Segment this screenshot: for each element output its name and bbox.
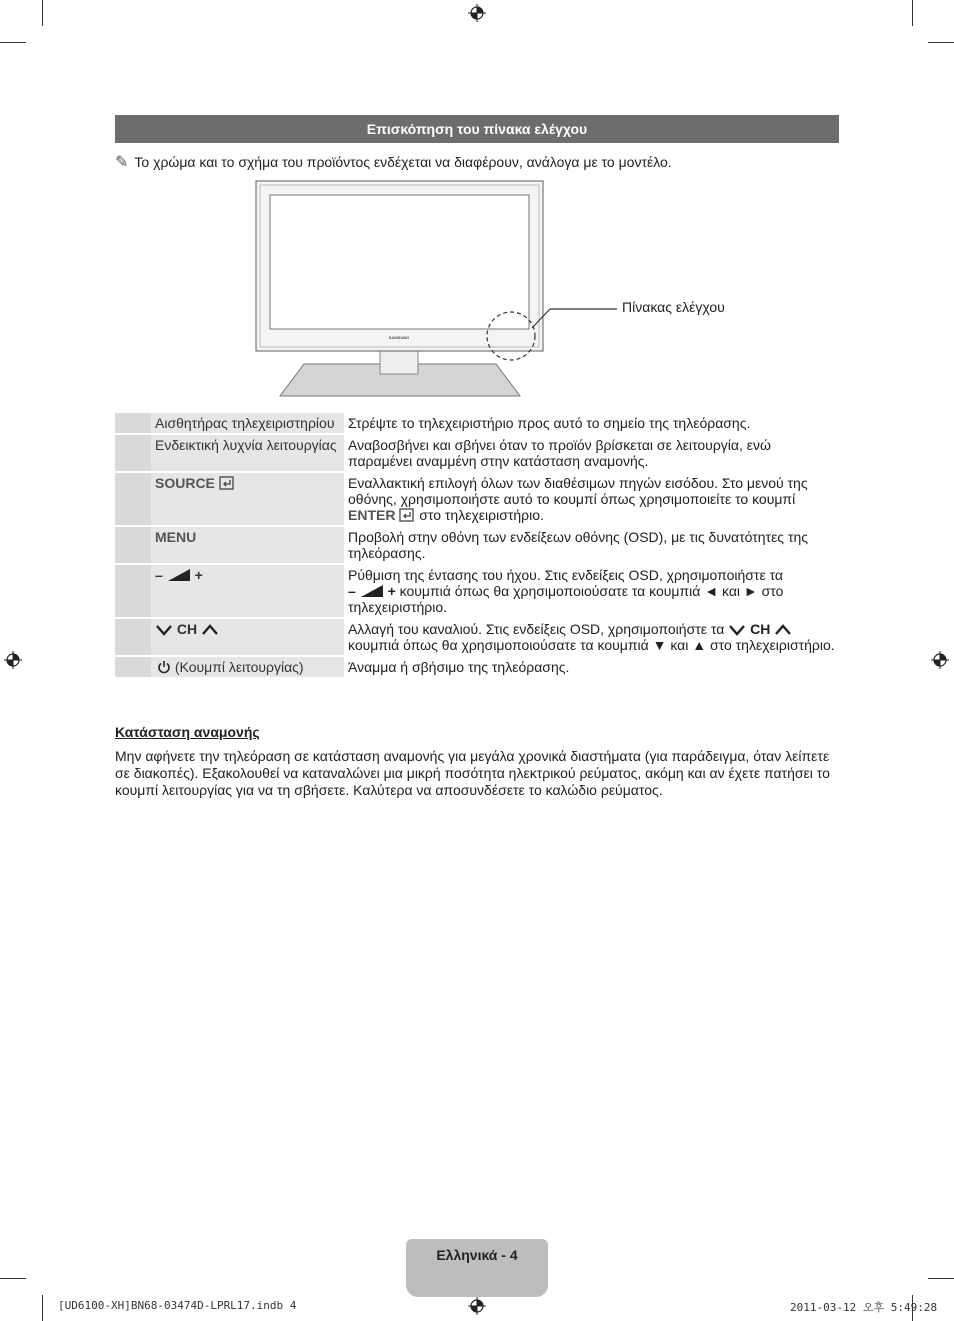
crop-mark	[928, 1278, 954, 1279]
registration-mark-icon	[468, 1297, 486, 1315]
control-name: CH	[151, 619, 344, 655]
note-text: Το χρώμα και το σχήμα του προϊόντος ενδέχεται να διαφέρουν, ανάλογα με το μοντέλο.	[134, 154, 672, 170]
footer-file-info: [UD6100-XH]BN68-03474D-LPRL17.indb 4	[58, 1299, 297, 1312]
control-name: Ενδεικτική λυχνία λειτουργίας	[151, 435, 344, 471]
footer-timestamp: 2011-03-12 오후 5:49:28	[790, 1301, 938, 1314]
control-name	[151, 473, 344, 525]
page-number-tab: Ελληνικά - 4	[406, 1239, 548, 1297]
table-row	[115, 619, 839, 655]
standby-paragraph: Μην αφήνετε την τηλεόραση σε κατάσταση αναμονής για μεγάλα χρονικά διαστήματα (για παράδειγμα, όταν λείπετε σε διακοπές). Εξακολουθεί να καταναλώνει μια μικρή ποσότητα ηλεκτρικού ρεύματος, ακόμη και αν έχετε πατήσει το κουμπί λειτουργίας για να τη σβήσετε. Καλύτερα να αποσυνδέσετε το καλώδιο ρεύματος.	[115, 748, 830, 798]
control-name	[151, 527, 344, 563]
chevron-down-icon	[155, 624, 173, 636]
registration-mark-icon	[468, 4, 486, 22]
table-row	[115, 657, 839, 677]
control-description: Προβολή στην οθόνη των ενδείξεων οθόνης (OSD), με τις δυνατότητες της τηλεόρασης.	[348, 529, 809, 561]
crop-mark	[928, 42, 954, 43]
registration-mark-icon	[4, 651, 22, 669]
chevron-up-icon	[201, 624, 219, 636]
control-name: Αισθητήρας τηλεχειριστηρίου	[151, 413, 344, 433]
power-icon	[157, 660, 171, 674]
pencil-note-icon: ✎	[115, 154, 129, 171]
control-description: Αναβοσβήνει και σβήνει όταν το προϊόν βρίσκεται σε λειτουργία, ενώ παραμένει αναμμένη στην κατάσταση αναμονής.	[348, 437, 771, 469]
menu-label: MENU	[155, 529, 197, 545]
control-name: – +	[151, 565, 344, 617]
registration-mark-icon	[931, 651, 949, 669]
note	[115, 152, 839, 172]
crop-mark	[42, 0, 43, 26]
source-enter-icon	[219, 476, 235, 490]
standby-heading: Κατάσταση αναμονής	[115, 724, 260, 740]
control-description: Εναλλακτική επιλογή όλων των διαθέσιμων πηγών εισόδου. Στο μενού της οθόνης, χρησιμοποιήστε αυτό το κουμπί όπως χρησιμοποιείτε το κουμπί ENTER στο τηλεχειριστήριο.	[348, 475, 808, 523]
volume-icon	[360, 584, 384, 598]
control-name: (Κουμπί λειτουργίας)	[151, 657, 344, 677]
table-row	[115, 527, 839, 563]
crop-mark	[0, 42, 26, 43]
control-description: Αλλαγή του καναλιού. Στις ενδείξεις OSD, χρησιμοποιήστε τα CH κουμπιά όπως θα χρησιμοποιούσατε τα κουμπιά ▼ και ▲ στο τηλεχειριστήριο.	[348, 621, 835, 653]
table-row	[115, 473, 839, 525]
section-title: Επισκόπηση του πίνακα ελέγχου	[115, 115, 839, 143]
volume-icon	[167, 568, 191, 582]
control-description: Στρέψτε το τηλεχειριστήριο προς αυτό το σημείο της τηλεόρασης.	[348, 415, 751, 431]
enter-label: ENTER	[348, 507, 396, 523]
tv-illustration	[250, 178, 750, 400]
control-description: Ρύθμιση της έντασης του ήχου. Στις ενδείξεις OSD, χρησιμοποιήστε τα – + κουμπιά όπως θα χρησιμοποιούσατε τα κουμπιά ◄ και ► στο τηλεχειριστήριο.	[348, 567, 784, 615]
table-row	[115, 565, 839, 617]
enter-icon	[399, 508, 415, 522]
control-description: Άναμμα ή σβήσιμο της τηλεόρασης.	[348, 659, 570, 675]
table-row	[115, 413, 839, 433]
table-row	[115, 435, 839, 471]
chevron-down-icon	[728, 624, 746, 636]
crop-mark	[42, 1295, 43, 1321]
control-panel-callout: Πίνακας ελέγχου	[622, 299, 725, 315]
controls-table	[115, 411, 839, 679]
crop-mark	[912, 0, 913, 26]
brand-logo: SAMSUNG	[388, 335, 410, 340]
source-label: SOURCE	[155, 475, 215, 491]
crop-mark	[0, 1278, 26, 1279]
chevron-up-icon	[774, 624, 792, 636]
